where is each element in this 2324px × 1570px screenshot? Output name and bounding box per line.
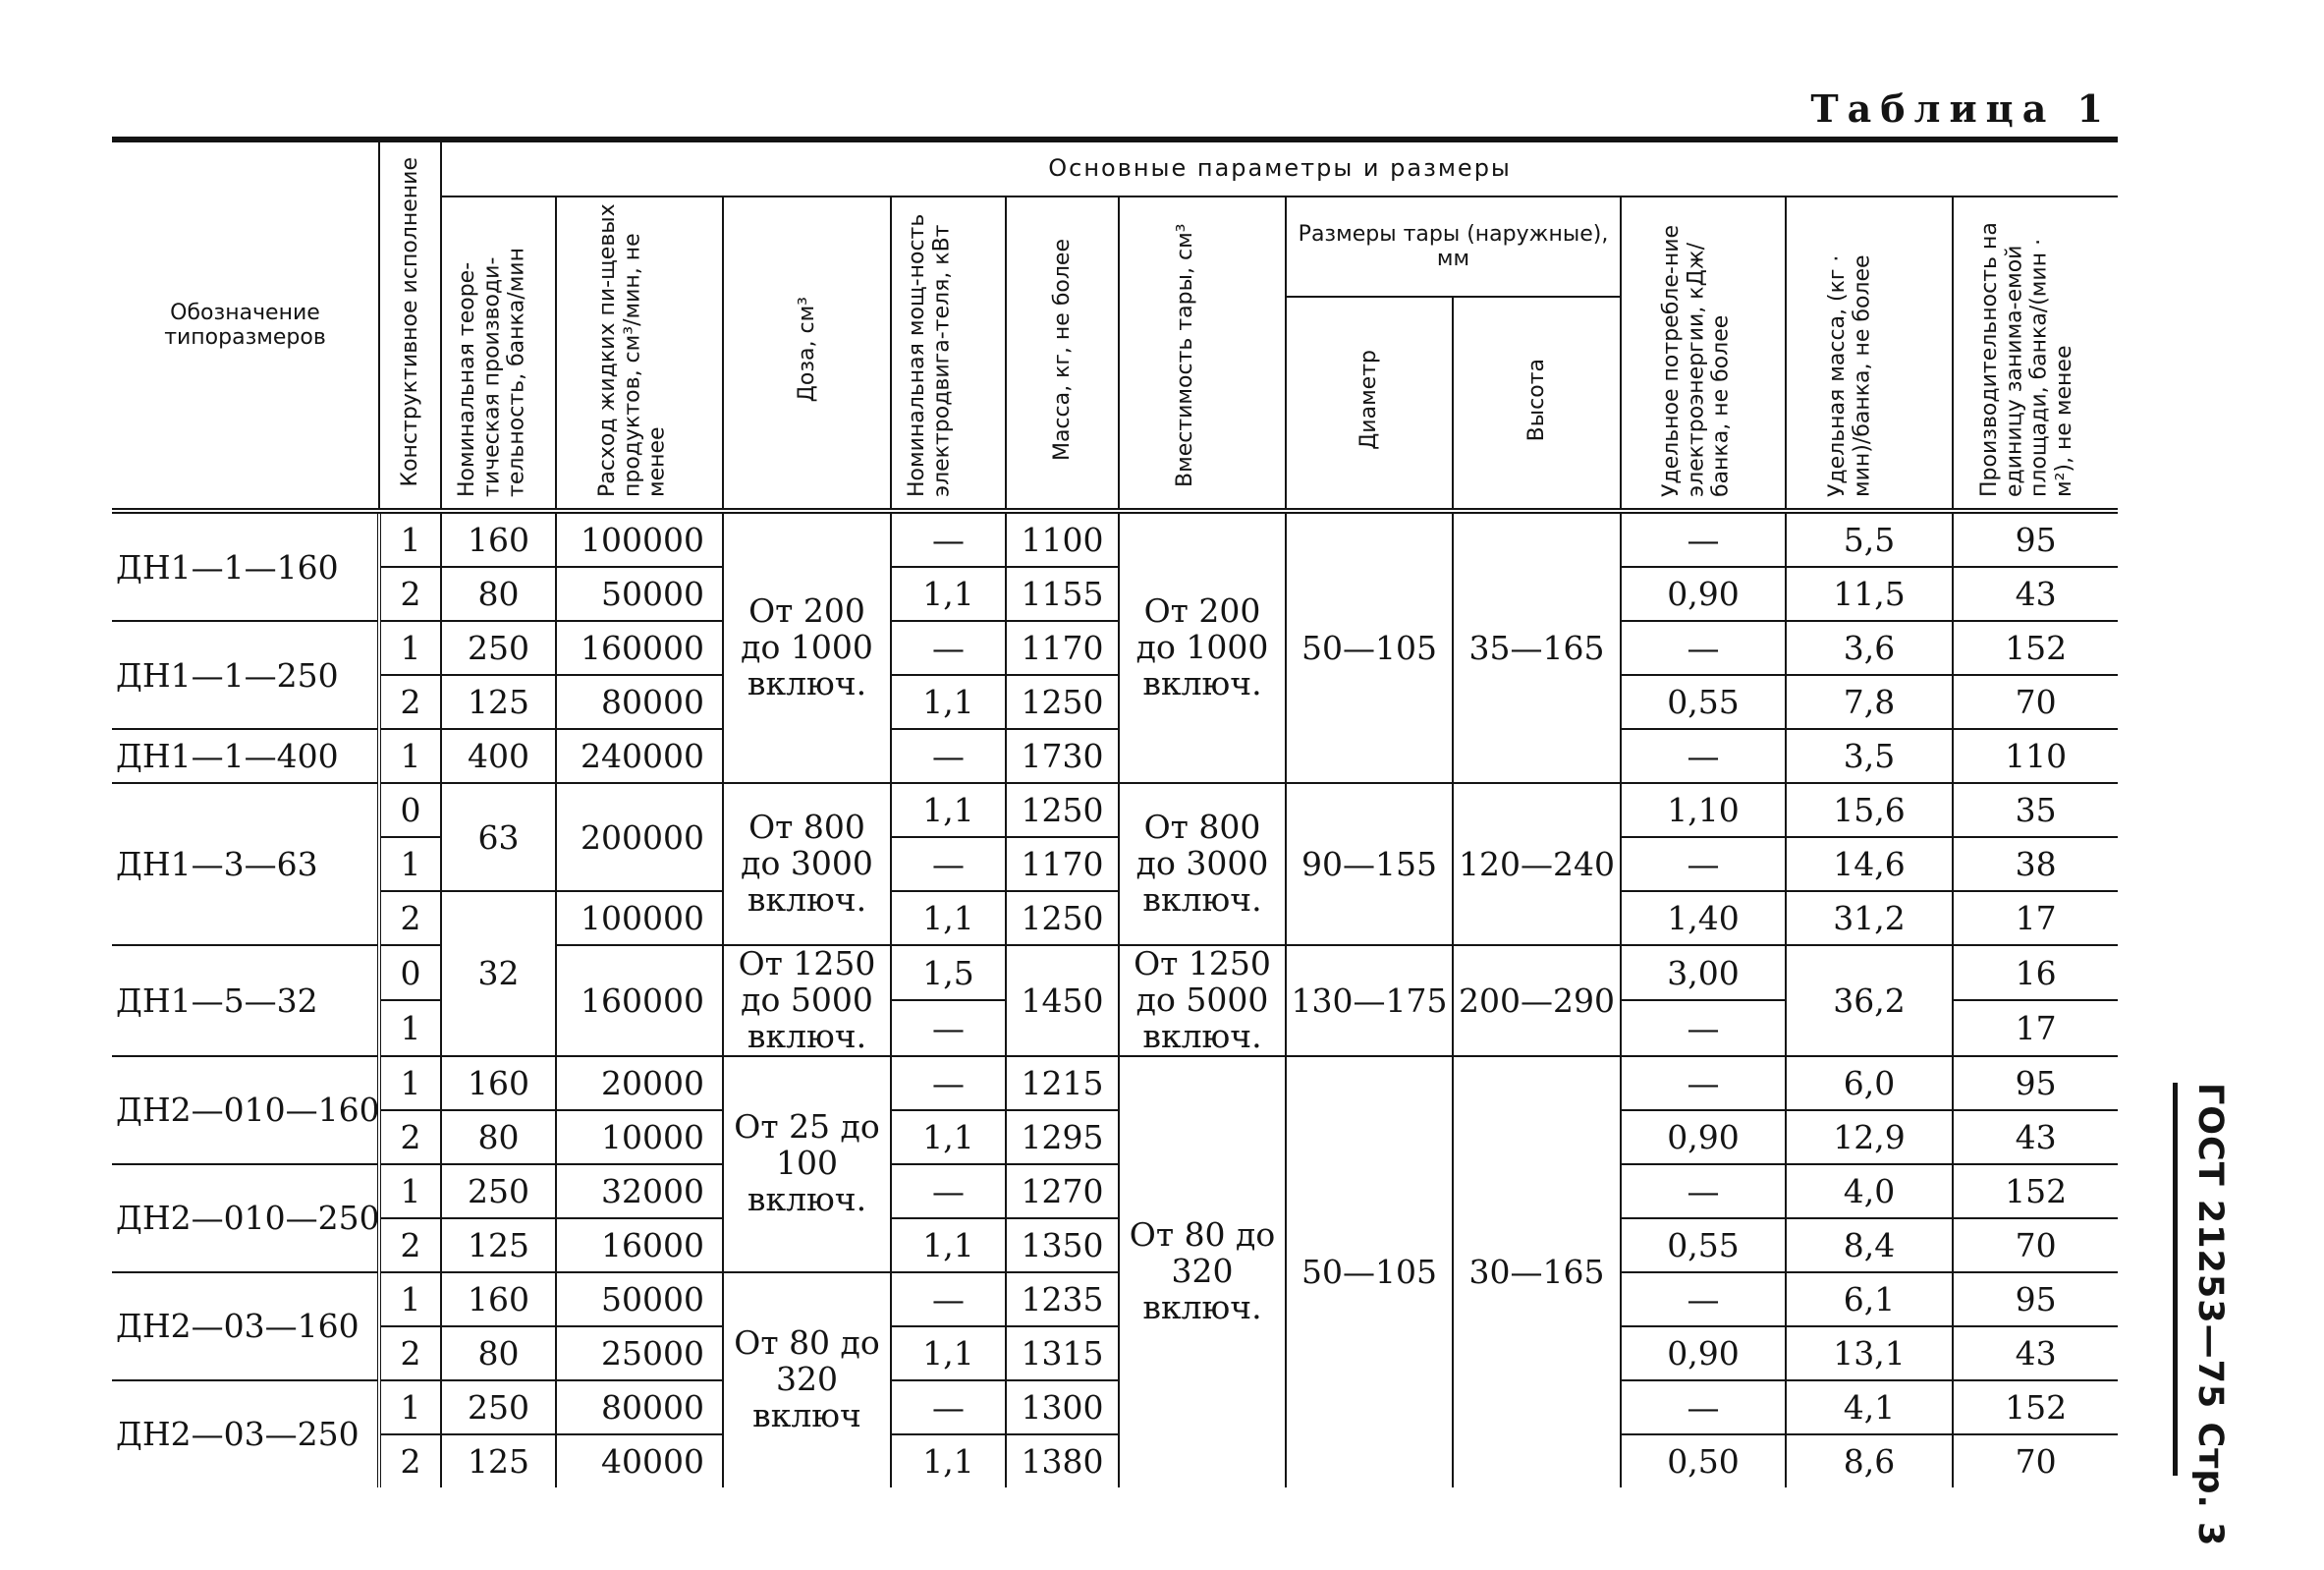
power-cell: 1,5 [891,945,1006,1000]
flow-cell: 50000 [556,567,723,621]
per-area-cell: 70 [1953,1218,2118,1272]
energy-cell: 0,55 [1621,675,1786,729]
table-row [112,891,2118,945]
energy-cell: 0,50 [1621,1434,1786,1487]
flow-cell: 160000 [556,945,723,1056]
per-area-cell: 110 [1953,729,2118,783]
design-cell: 2 [379,567,441,621]
mass-cell: 1170 [1006,837,1119,891]
design-cell: 2 [379,1110,441,1164]
per-area-cell: 43 [1953,1110,2118,1164]
energy-cell: — [1621,621,1786,675]
design-cell: 1 [379,1380,441,1434]
specific-mass-cell: 8,6 [1786,1434,1953,1487]
prod-cell: 160 [441,511,556,567]
flow-cell: 16000 [556,1218,723,1272]
per-area-cell: 43 [1953,1326,2118,1380]
prod-cell: 400 [441,729,556,783]
prod-cell: 125 [441,1218,556,1272]
per-area-cell: 95 [1953,1272,2118,1326]
diameter-header: Диаметр [1286,297,1453,511]
mass-cell: 1250 [1006,783,1119,837]
design-cell: 1 [379,1000,441,1055]
container-size-header: Размеры тары (наружные), мм [1286,196,1621,297]
capacity-cell: От 1250 до 5000 включ. [1119,945,1286,1056]
power-cell: — [891,729,1006,783]
power-cell: 1,1 [891,1110,1006,1164]
energy-cell: 1,40 [1621,891,1786,945]
design-cell: 1 [379,511,441,567]
specific-mass-cell: 36,2 [1786,945,1953,1056]
specific-mass-cell: 14,6 [1786,837,1953,891]
design-cell: 2 [379,1326,441,1380]
dose-cell: От 200 до 1000 включ. [723,511,891,783]
specific-mass-cell: 5,5 [1786,511,1953,567]
design-cell: 1 [379,729,441,783]
design-cell: 1 [379,1056,441,1110]
energy-cell: — [1621,729,1786,783]
specific-mass-cell: 7,8 [1786,675,1953,729]
table-row [112,837,2118,891]
prod-cell: 32 [441,891,556,1056]
dose-header: Доза, см³ [723,196,891,511]
energy-cell: — [1621,1380,1786,1434]
mass-cell: 1170 [1006,621,1119,675]
design-cell: 2 [379,1434,441,1487]
designation-cell: ДН2—03—250 [116,1415,360,1454]
mass-cell: 1450 [1006,945,1119,1056]
specific-mass-cell: 8,4 [1786,1218,1953,1272]
capacity-cell: От 200 до 1000 включ. [1119,511,1286,783]
prod-cell: 160 [441,1056,556,1110]
flow-cell: 80000 [556,675,723,729]
prod-cell: 250 [441,1380,556,1434]
specific-mass-cell: 6,1 [1786,1272,1953,1326]
designation-cell: ДН1—1—160 [112,511,379,621]
prod-cell: 250 [441,1164,556,1218]
table-row [112,511,2118,567]
flow-cell: 100000 [556,511,723,567]
mass-cell: 1155 [1006,567,1119,621]
energy-cell: — [1621,1164,1786,1218]
specific-mass-cell: 3,6 [1786,621,1953,675]
table-row [112,1056,2118,1110]
per-area-cell: 95 [1953,1056,2118,1110]
design-cell: 0 [379,783,441,837]
mass-cell: 1300 [1006,1380,1119,1434]
flow-cell: 200000 [556,783,723,891]
power-cell: — [891,1380,1006,1434]
energy-cell: — [1621,1272,1786,1326]
productivity-header: Номинальная теоре-тическая производи-тельность, банка/мин [441,196,556,511]
energy-cell: — [1621,1056,1786,1110]
flow-cell: 160000 [556,621,723,675]
flow-header: Расход жидких пи-щевых продуктов, см³/мин, не менее [556,196,723,511]
table-row [112,783,2118,837]
per-area-cell: 152 [1953,621,2118,675]
table-row [112,1272,2118,1326]
design-cell: 1 [379,837,441,891]
dose-cell: От 1250 до 5000 включ. [723,945,891,1056]
table-row [112,1380,2118,1434]
specific-mass-cell: 13,1 [1786,1326,1953,1380]
mass-cell: 1315 [1006,1326,1119,1380]
energy-cell: — [1621,511,1786,567]
energy-cell: 0,90 [1621,1110,1786,1164]
table-row [112,945,2118,1000]
designation-cell: ДН2—010—250 [112,1164,379,1272]
prod-cell: 80 [441,1326,556,1380]
specific-mass-header: Удельная масса, (кг · мин)/банка, не более [1786,196,1953,511]
dose-cell: От 800 до 3000 включ. [723,783,891,945]
designation-cell: ДН1—1—250 [112,621,379,729]
mass-cell: 1100 [1006,511,1119,567]
power-cell: — [891,1164,1006,1218]
dose-cell: От 80 до 320 включ [723,1272,891,1487]
energy-cell: — [1621,837,1786,891]
prod-cell: 63 [441,783,556,891]
diameter-cell: 50—105 [1286,511,1453,783]
power-cell: 1,1 [891,783,1006,837]
design-cell: 1 [379,1164,441,1218]
flow-cell: 10000 [556,1110,723,1164]
side-rule [2173,1083,2178,1476]
mass-cell: 1730 [1006,729,1119,783]
power-cell: 1,1 [891,891,1006,945]
energy-cell: 3,00 [1621,945,1786,1000]
table-title: Таблица 1 [1810,86,2112,131]
power-header: Номинальная мощ-ность электродвига-теля, кВт [891,196,1006,511]
diameter-cell: 50—105 [1286,1056,1453,1487]
table-row [112,567,2118,621]
specific-mass-cell: 11,5 [1786,567,1953,621]
height-cell: 35—165 [1453,511,1621,783]
power-cell: — [891,1000,1006,1055]
specific-mass-cell: 3,5 [1786,729,1953,783]
mass-cell: 1215 [1006,1056,1119,1110]
per-area-cell: 70 [1953,1434,2118,1487]
power-cell: — [891,1056,1006,1110]
specific-mass-cell: 6,0 [1786,1056,1953,1110]
designation-cell: ДН2—03—160 [112,1272,379,1380]
parameters-table [112,137,2118,1487]
prod-cell: 250 [441,621,556,675]
design-cell: 2 [379,891,441,945]
power-cell: 1,1 [891,675,1006,729]
mass-cell: 1350 [1006,1218,1119,1272]
flow-cell: 240000 [556,729,723,783]
per-area-cell: 38 [1953,837,2118,891]
energy-cell: 1,10 [1621,783,1786,837]
design-cell: 2 [379,675,441,729]
mass-cell: 1270 [1006,1164,1119,1218]
flow-cell: 20000 [556,1056,723,1110]
diameter-cell: 130—175 [1286,945,1453,1056]
energy-cell: 0,90 [1621,567,1786,621]
mass-cell: 1250 [1006,675,1119,729]
page-side-label [2173,1083,2230,1547]
specific-mass-cell: 31,2 [1786,891,1953,945]
table-row [112,675,2118,729]
flow-cell: 50000 [556,1272,723,1326]
mass-header: Масса, кг, не более [1006,196,1119,511]
design-header: Конструктивное исполнение [379,140,441,511]
flow-cell: 40000 [556,1434,723,1487]
per-area-cell: 16 [1953,945,2118,1000]
energy-header: Удельное потребле-ние электроэнергии, кДж/банка, не более [1621,196,1786,511]
design-cell: 1 [379,1272,441,1326]
energy-cell: 0,55 [1621,1218,1786,1272]
energy-cell: — [1621,1000,1786,1055]
prod-cell: 160 [441,1272,556,1326]
diameter-cell: 90—155 [1286,783,1453,945]
design-cell: 2 [379,1218,441,1272]
table-row [112,621,2118,675]
power-cell: 1,1 [891,1218,1006,1272]
capacity-header: Вместимость тары, см³ [1119,196,1286,511]
power-cell: — [891,621,1006,675]
capacity-cell: От 800 до 3000 включ. [1119,783,1286,945]
designation-cell: ДН2—010—160 [112,1056,379,1164]
power-cell: — [891,837,1006,891]
specific-mass-cell: 4,0 [1786,1164,1953,1218]
prod-cell: 80 [441,1110,556,1164]
prod-cell: 80 [441,567,556,621]
per-area-cell: 17 [1953,1000,2118,1055]
per-area-cell: 95 [1953,511,2118,567]
table-row [112,1218,2118,1272]
mass-cell: 1250 [1006,891,1119,945]
flow-cell: 100000 [556,891,723,945]
design-cell: 1 [379,621,441,675]
specific-mass-cell: 4,1 [1786,1380,1953,1434]
power-cell: 1,1 [891,1434,1006,1487]
mass-cell: 1295 [1006,1110,1119,1164]
table-row [112,1110,2118,1164]
table-row [112,1164,2118,1218]
power-cell: — [891,511,1006,567]
height-cell: 30—165 [1453,1056,1621,1487]
per-area-cell: 35 [1953,783,2118,837]
height-cell: 200—290 [1453,945,1621,1056]
flow-cell: 32000 [556,1164,723,1218]
main-parameters-header: Основные параметры и размеры [441,140,2118,196]
mass-cell: 1235 [1006,1272,1119,1326]
prod-cell: 125 [441,1434,556,1487]
flow-cell: 25000 [556,1326,723,1380]
power-cell: 1,1 [891,1326,1006,1380]
per-area-cell: 70 [1953,675,2118,729]
per-area-header: Производительность на единицу занима-емой площади, банка/(мин · м²), не менее [1953,196,2118,511]
table-row [112,729,2118,783]
specific-mass-cell: 12,9 [1786,1110,1953,1164]
table-row [112,1434,2118,1487]
flow-cell: 80000 [556,1380,723,1434]
capacity-cell: От 80 до 320 включ. [1119,1056,1286,1487]
height-cell: 120—240 [1453,783,1621,945]
designation-cell: ДН1—5—32 [112,945,379,1056]
table-row [112,1326,2118,1380]
designation-cell: ДН1—1—400 [112,729,379,783]
designation-cell: ДН1—3—63 [112,783,379,945]
per-area-cell: 43 [1953,567,2118,621]
energy-cell: 0,90 [1621,1326,1786,1380]
gost-page-number: ГОСТ 21253—75 Стр. 3 [2190,1083,2230,1547]
designation-header: Обозначение типоразмеров [112,140,379,511]
per-area-cell: 17 [1953,891,2118,945]
per-area-cell: 152 [1953,1164,2118,1218]
power-cell: 1,1 [891,567,1006,621]
specific-mass-cell: 15,6 [1786,783,1953,837]
power-cell: — [891,1272,1006,1326]
per-area-cell: 152 [1953,1380,2118,1434]
mass-cell: 1380 [1006,1434,1119,1487]
prod-cell: 125 [441,675,556,729]
design-cell: 0 [379,945,441,1000]
dose-cell: От 25 до 100 включ. [723,1056,891,1272]
height-header: Высота [1453,297,1621,511]
